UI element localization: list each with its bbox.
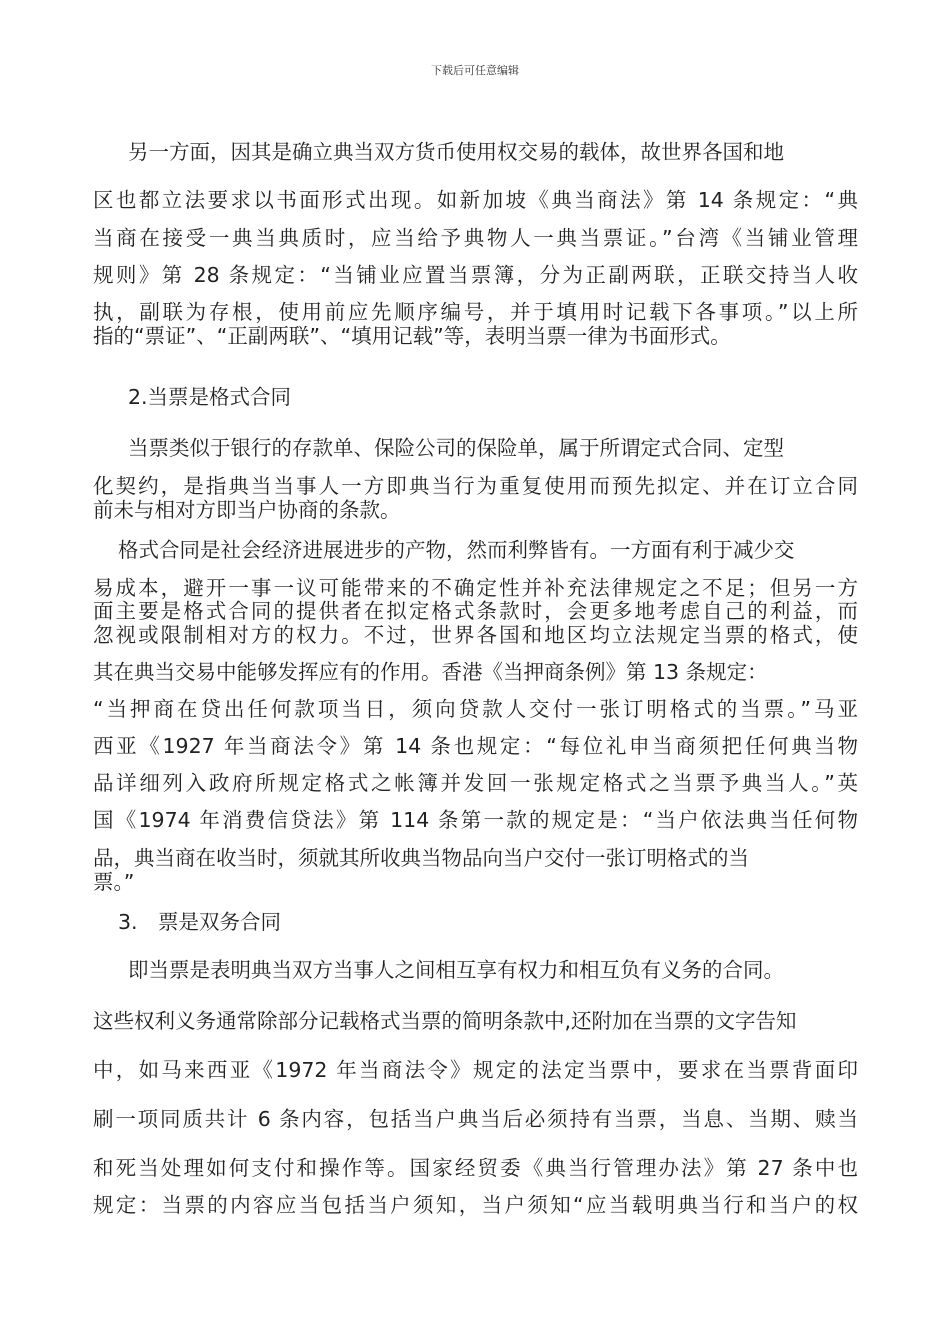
page-header: 下载后可任意编辑 [431, 64, 519, 77]
section-heading: 2.当票是格式合同 [128, 385, 292, 409]
text-line: 其在典当交易中能够发挥应有的作用。香港《当押商条例》第 13 条规定： [93, 660, 768, 684]
text-line: 规则》第 28 条规定：“当铺业应置当票簿，分为正副两联，正联交持当人收 [93, 263, 858, 287]
text-line: 品，典当商在收当时，须就其所收典当物品向当户交付一张订明格式的当 [93, 846, 749, 870]
text-line: 指的“票证”、“正副两联”、“填用记载”等，表明当票一律为书面形式。 [93, 324, 731, 348]
text-line: 区也都立法要求以书面形式出现。如新加坡《典当商法》第 14 条规定：“典 [93, 188, 858, 212]
text-line: 易成本，避开一事一议可能带来的不确定性并补充法律规定之不足；但另一方 [93, 576, 858, 600]
text-line: 票。” [93, 870, 135, 894]
text-line: 品详细列入政府所规定格式之帐簿并发回一张规定格式之当票予典当人。”英 [93, 771, 858, 795]
text-line: 规定：当票的内容应当包括当户须知，当户须知“应当载明典当行和当户的权 [93, 1193, 858, 1217]
text-line: 格式合同是社会经济进展进步的产物，然而利弊皆有。一方面有利于减少交 [118, 538, 795, 562]
text-line: 即当票是表明典当双方当事人之间相互享有权力和相互负有义务的合同。 [128, 958, 784, 982]
text-line: 这些权利义务通常除部分记载格式当票的简明条款中,还附加在当票的文字告知 [93, 1009, 797, 1033]
text-line: 中，如马来西亚《1972 年当商法令》规定的法定当票中，要求在当票背面印 [93, 1058, 858, 1082]
text-line: 化契约，是指典当当事人一方即典当行为重复使用而预先拟定、并在订立合同 [93, 474, 858, 498]
text-line: 另一方面，因其是确立典当双方货币使用权交易的载体，故世界各国和地 [128, 140, 784, 164]
text-line: 国《1974 年消费信贷法》第 114 条第一款的规定是：“当户依法典当任何物 [93, 808, 858, 832]
text-line: 忽视或限制相对方的权力。不过，世界各国和地区均立法规定当票的格式，使 [93, 623, 858, 647]
text-line: 执，副联为存根，使用前应先顺序编号，并于填用时记载下各事项。”以上所 [93, 300, 858, 324]
text-line: 和死当处理如何支付和操作等。国家经贸委《典当行管理办法》第 27 条中也 [93, 1156, 858, 1180]
text-line: 当票类似于银行的存款单、保险公司的保险单，属于所谓定式合同、定型 [128, 436, 784, 460]
text-line: 面主要是格式合同的提供者在拟定格式条款时，会更多地考虑自己的利益，而 [93, 599, 858, 623]
text-line: 西亚《1927 年当商法令》第 14 条也规定：“每位礼申当商须把任何典当物 [93, 734, 858, 758]
text-line: 前未与相对方即当户协商的条款。 [93, 498, 401, 522]
section-heading: 3. 票是双务合同 [118, 910, 282, 934]
text-line: 当商在接受一典当典质时，应当给予典物人一典当票证。”台湾《当铺业管理 [93, 226, 858, 250]
text-line: “当押商在贷出任何款项当日，须向贷款人交付一张订明格式的当票。”马亚 [93, 697, 858, 721]
text-line: 刷一项同质共计 6 条内容，包括当户典当后必须持有当票，当息、当期、赎当 [93, 1107, 858, 1131]
